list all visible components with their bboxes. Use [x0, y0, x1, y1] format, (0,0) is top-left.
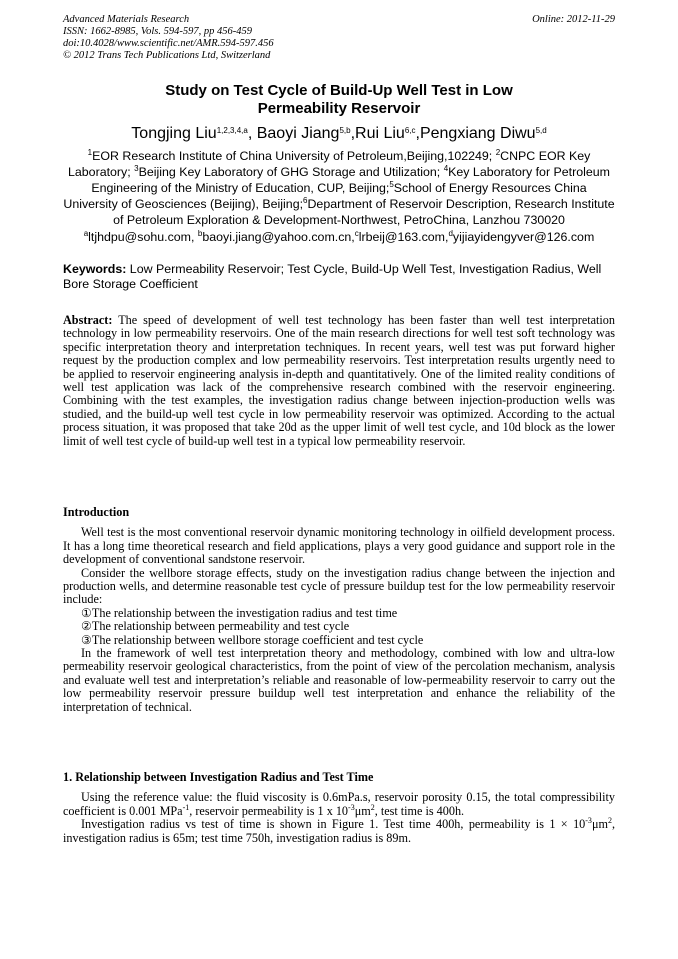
keywords-text: Low Permeability Reservoir; Test Cycle, Build-Up Well Test, Investigation Radius, Well Bore Storage Coefficient: [63, 262, 602, 291]
text: , reservoir permeability is 1 x 10: [189, 803, 349, 818]
emails: [63, 229, 615, 245]
online-date: Online: 2012-11-29: [532, 14, 615, 25]
introduction-heading: Introduction: [63, 505, 130, 519]
issn: ISSN: 1662-8985, Vols. 594-597, pp 456-459: [63, 26, 252, 37]
text: μm: [591, 817, 608, 832]
keywords-label: Keywords:: [63, 262, 127, 276]
paragraph: Consider the wellbore storage effects, study on the investigation radius change between the injection and production wells, and determine reasonable test cycle of pressure buildup test for the low permeability reservoir include:: [63, 565, 615, 607]
author-name: ,Pengxiang Diwu: [415, 125, 536, 142]
aff-text: CNPC EOR Key Laboratory;: [68, 149, 591, 179]
aff-sup: 2: [495, 148, 501, 157]
paragraph: [63, 791, 615, 818]
text: μm: [354, 803, 371, 818]
sup: -3: [348, 802, 355, 812]
email-link[interactable]: ltjhdpu@sohu.com,: [88, 230, 198, 244]
section-1-heading: 1. Relationship between Investigation Radius and Test Time: [63, 770, 374, 784]
affiliations: [63, 148, 615, 228]
text: Using the reference value: the fluid viscosity is 0.6mPa.s, reservoir porosity 0.15, the total compressibility coefficient is 0.001 MPa: [63, 790, 615, 818]
aff-text: Department of Reservoir Description, Research Institute of Petroleum Exploration & Development-Northwest, PetroChina, Lanzhou 730020: [113, 197, 615, 227]
author-name: , Baoyi Jiang: [247, 125, 340, 142]
list-item: ③The relationship between wellbore storage coefficient and test cycle: [81, 632, 424, 647]
author-sup: 5,b: [339, 126, 351, 135]
abstract-text: The speed of development of well test technology has been faster than well test interpretation technology in low permeability reservoirs. One of the main research directions for well test soft technology was specific interpretation theory and interpretation techniques. In recent years, well test was put forward higher request by the production complex and low permeability reservoirs. Test interpretation results urgently need to be applied to reservoir engineering analysis in-depth and quantitatively. One of the limited reality conditions of well test application was lack of the comprehensive research combined with the reservoir engineering. Combining with the test examples, the investigation radius change between injection-production wells was studied, and the build-up well test cycle in low permeability reservoir was optimized. According to the actual process situation, it was proposed that take 20d as the upper limit of well test cycle, and 10d block as the lower limit of well test cycle of build-up well test in a typical low permeability reservoir.: [63, 313, 615, 448]
author-name: Tongjing Liu: [131, 125, 217, 142]
text: , test time is 400h.: [374, 803, 465, 818]
aff-sup: 5: [389, 180, 394, 189]
keywords: [63, 262, 615, 292]
sup: 2: [607, 816, 612, 826]
email-link[interactable]: baoyi.jiang@yahoo.com.cn,: [202, 230, 355, 244]
email-link[interactable]: lrbeij@163.com,: [358, 230, 449, 244]
list-item: ②The relationship between permeability and test cycle: [81, 619, 350, 634]
text: Investigation radius vs test of time is shown in Figure 1. Test time 400h, permeability is 1 × 10: [81, 817, 586, 832]
section-1: [63, 771, 615, 845]
email-sup: b: [197, 229, 203, 238]
aff-sup: 4: [443, 164, 449, 173]
abstract: [63, 314, 615, 448]
authors: [63, 124, 615, 144]
author-sup: 5,d: [535, 126, 547, 135]
copyright: © 2012 Trans Tech Publications Ltd, Switzerland: [63, 50, 271, 61]
aff-sup: 6: [303, 196, 308, 205]
email-sup: d: [448, 229, 453, 238]
aff-sup: 1: [87, 148, 93, 157]
email-link[interactable]: yijiayidengyver@126.com: [452, 230, 595, 244]
email-sup: c: [354, 229, 359, 238]
author-sup: 1,2,3,4,a: [216, 126, 248, 135]
sup: -3: [585, 816, 592, 826]
paragraph: [63, 818, 615, 845]
aff-sup: 3: [134, 164, 139, 173]
sup: -1: [182, 802, 190, 812]
author-name: ,Rui Liu: [350, 125, 405, 142]
author-sup: 6,c: [404, 126, 416, 135]
abstract-label: Abstract:: [63, 313, 113, 327]
aff-text: School of Energy Resources China University of Geosciences (Beijing), Beijing;: [63, 181, 587, 211]
journal-name: Advanced Materials Research: [63, 14, 190, 25]
paper-title: Study on Test Cycle of Build-Up Well Test in Low Permeability Reservoir: [165, 82, 513, 117]
email-sup: a: [83, 229, 89, 238]
aff-text: Beijing Key Laboratory of GHG Storage and Utilization;: [138, 165, 444, 179]
aff-text: EOR Research Institute of China University of Petroleum,Beijing,102249;: [92, 149, 496, 163]
list-item: ①The relationship between the investigation radius and test time: [81, 605, 398, 620]
aff-text: Key Laboratory for Petroleum Engineering of the Ministry of Education, CUP, Beijing;: [91, 165, 610, 195]
doi: doi:10.4028/www.scientific.net/AMR.594-597.456: [63, 38, 274, 49]
sup: 2: [370, 802, 375, 812]
paragraph: In the framework of well test interpretation theory and methodology, combined with low and ultra-low permeability reservoir geological characteristics, from the point of view of the percolation mechanism, analysis and evaluate well test and interpretation’s reliable and reasonable of low-permeability reservoir to carry out the low permeability reservoir pressure buildup well test interpretation and enhance the reliability of the interpretation of technical.: [63, 646, 615, 714]
journal-header: [63, 14, 615, 62]
text: , investigation radius is 65m; test time 750h, investigation radius is 89m.: [63, 817, 615, 845]
introduction-section: [63, 506, 615, 714]
paragraph: Well test is the most conventional reservoir dynamic monitoring technology in oilfield development process. It has a long time theoretical research and field applications, plays a very good guidance and support role in the development of conventional sandstone reservoir.: [63, 525, 615, 567]
